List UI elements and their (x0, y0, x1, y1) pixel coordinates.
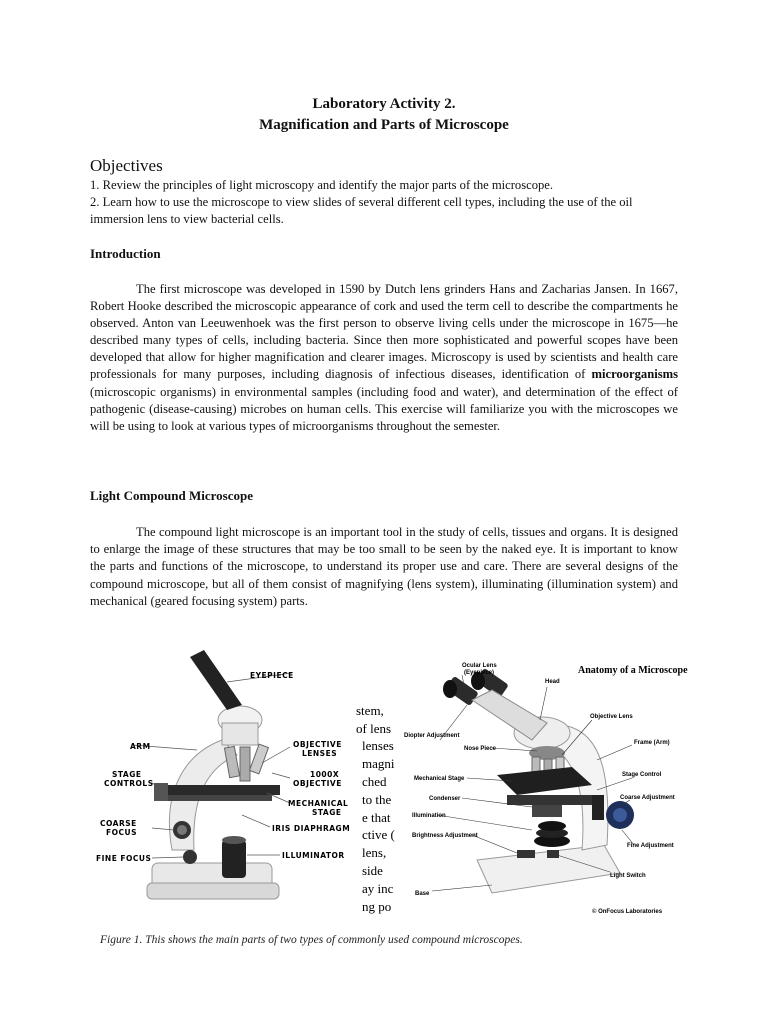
label-stage-control: Stage Control (622, 772, 662, 778)
fragment-8: ctive ( (362, 827, 395, 842)
anatomy-title: Anatomy of a Microscope (578, 665, 688, 676)
introduction-heading: Introduction (90, 246, 161, 261)
intro-text-before: The first microscope was developed in 1590 by Dutch lens grinders Hans and Zacharias Jansen. In 1667, Robert Hooke described the microscopic appearance of cork and used the term cell to describe the compartments he observed. Anton van Leeuwenhoek was the first person to observe living cells under the microscope in 1675—he described many types of cells, including bacteria. Since then more sophisticated and powerful scopes have been developed that allow for higher magnification and clearer images. Microscopy is used by scientists and health care professionals for many purposes, including diagnosis of infectious diseases, identification of (90, 282, 678, 382)
label-illuminator: ILLUMINATOR (282, 851, 345, 860)
label-stage-controls-1: STAGE (112, 770, 142, 779)
label-arm: ARM (130, 742, 151, 751)
fragment-5: ched (362, 774, 387, 789)
objective-item-2: 2. Learn how to use the microscope to view slides of several different cell types, including the use of the oil immersion lens to view bacterial cells. (90, 195, 633, 226)
label-copyright: © OnFocus Laboratories (592, 909, 663, 915)
label-diopter: Diopter Adjustment (404, 733, 460, 739)
figure-1 (92, 645, 688, 930)
objective-item-1: 1. Review the principles of light microscopy and identify the major parts of the microscope. (90, 178, 554, 192)
microscope-figures (92, 645, 688, 930)
label-coarse-focus-1: COARSE (100, 819, 137, 828)
objectives-heading: Objectives (90, 156, 163, 175)
label-fine-adjustment: Fine Adjustment (627, 843, 674, 849)
figure-caption: Figure 1. This shows the main parts of two types of commonly used compound microscopes. (100, 934, 523, 946)
label-mechanical-stage-1: MECHANICAL (288, 799, 349, 808)
objectives-list (90, 177, 678, 228)
light-compound-paragraph: The compound light microscope is an important tool in the study of cells, tissues and organs. It is designed to enlarge the image of these structures that may be too small to be seen by the naked eye. It is important to know the parts and functions of the microscope, to understand its proper use and care. There are several designs of the compound microscope, but all of them consist of magnifying (lens system), illuminating (illumination system) and mechanical (geared focusing system) parts. (90, 525, 678, 608)
fragment-10: side (362, 863, 383, 878)
fragment-2: of lens (356, 721, 392, 736)
label-objective-lens: Objective Lens (590, 714, 633, 720)
fragment-1: stem, (356, 703, 384, 718)
label-condenser: Condenser (429, 796, 461, 802)
label-brightness: Brightness Adjustment (412, 833, 478, 839)
label-coarse-adjustment: Coarse Adjustment (620, 795, 675, 801)
label-fine-focus: FINE FOCUS (96, 854, 152, 863)
fragment-9: lens, (362, 845, 387, 860)
label-stage-controls-2: CONTROLS (104, 779, 154, 788)
label-coarse-focus-2: FOCUS (106, 828, 137, 837)
right-microscope-illustration (404, 663, 688, 915)
left-microscope-illustration (96, 650, 350, 899)
label-objective-lenses-1: OBJECTIVE (293, 740, 342, 749)
fragment-6: to the (362, 792, 392, 807)
label-1000x-2: OBJECTIVE (293, 779, 342, 788)
label-ocular-2: (Eyepiece) (464, 670, 495, 676)
introduction-section (90, 281, 678, 435)
light-compound-section (90, 524, 678, 610)
label-ocular-1: Ocular Lens (462, 663, 497, 669)
fragment-4: magni (362, 756, 395, 771)
intro-text-after: (microscopic organisms) in environmental samples (including food and water), and determination of the effect of pathogenic (disease-causing) microbes on human cells. This exercise will familiarize you with the microscopes we will be using to look at various types of microorganisms throughout the semester. (90, 384, 678, 433)
label-objective-lenses-2: LENSES (302, 749, 338, 758)
fragment-7: e that (362, 810, 391, 825)
introduction-paragraph (90, 281, 678, 435)
label-mechanical-stage-2: STAGE (312, 808, 342, 817)
fragment-3: lenses (362, 738, 394, 753)
label-base: Base (415, 891, 430, 897)
label-eyepiece: EYEPIECE (250, 671, 294, 680)
title-line-1: Laboratory Activity 2. (312, 96, 456, 112)
label-1000x-1: 1000X (310, 770, 340, 779)
label-mechanical-stage: Mechanical Stage (414, 776, 465, 782)
label-nose-piece: Nose Piece (464, 746, 497, 752)
label-frame: Frame (Arm) (634, 740, 670, 746)
intro-bold-term: microorganisms (591, 367, 678, 382)
label-iris-diaphragm: IRIS DIAPHRAGM (272, 824, 351, 833)
title-line-2: Magnification and Parts of Microscope (259, 117, 509, 133)
label-illumination: Illumination (412, 813, 446, 819)
label-head: Head (545, 679, 560, 685)
fragment-11: ay inc (362, 881, 394, 896)
light-compound-heading: Light Compound Microscope (90, 488, 253, 503)
fragment-12: ng po (362, 899, 392, 914)
label-light-switch: Light Switch (610, 873, 646, 879)
occluded-text-fragments (356, 703, 395, 914)
page-title (90, 94, 678, 136)
